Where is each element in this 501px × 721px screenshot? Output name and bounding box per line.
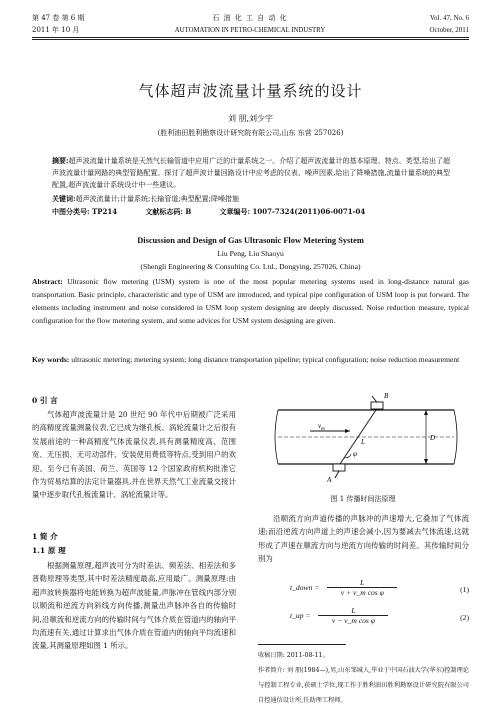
paper-title-cn: 气体超声波流量计量系统的设计 [138, 82, 363, 100]
figure-1 [258, 388, 468, 486]
pipe-right-end [454, 410, 457, 464]
eq1-denominator: v + v_m cos φ [340, 588, 384, 597]
footnote-received: 收稿日期: 2011-08-11。 [258, 652, 329, 659]
footnote-author: 作者简介: 刘 朋(1984—),男,山东邹城人,毕业于中国石油大学(华东)控制理论与控制工程专业,获硕士学位,现工作于胜利油田胜利勘察设计研究院有限公司自控通信设计所,任助理工程师。 [258, 667, 469, 704]
transducer-a [333, 464, 345, 471]
eq1-fraction [327, 578, 397, 597]
abstract-cn [52, 155, 450, 191]
eq1-numerator: L [327, 578, 397, 588]
transducer-a-line [335, 471, 339, 478]
abstract-cn-label: 摘要: [52, 156, 69, 165]
date-en: October, 2011 [429, 26, 469, 34]
classification-cn: 中图分类号: TP214 [52, 207, 118, 216]
figure-1-caption: 图 1 传播时间法原理 [330, 495, 396, 503]
section-1-heading: 1 简 介 [32, 532, 58, 541]
right-column-paragraph: 沿顺流方向声道传播的声脉冲的声速增大,它叠加了气体流速;而沿逆流方向声道上的声速会减小,因为要减去气体流速,这就形成了声速在顺流方向与逆流方向传输的时间差。其传输时间分别为 [258, 514, 469, 564]
header-rule-2 [32, 39, 469, 40]
journal-name [150, 14, 350, 35]
classification-row [52, 206, 472, 218]
header-rule [32, 37, 469, 38]
keywords-cn-label: 关键词: [52, 194, 76, 203]
journal-issue [32, 14, 85, 35]
journal-volume-en [429, 14, 469, 35]
keywords-en [32, 353, 469, 366]
keywords-en-label: Key words: [32, 355, 70, 364]
journal-name-cn: 石 油 化 工 自 动 化 [212, 14, 288, 22]
diameter-arrow-top [424, 410, 428, 415]
label-vm: $v_m$ [318, 422, 325, 432]
equation-1 [290, 578, 469, 604]
pipe-left-end [275, 410, 278, 464]
article-no-cn: 文章编号: 1007-7324(2011)06-0071-04 [219, 207, 366, 216]
abstract-en-label: Abstract: [32, 277, 63, 286]
label-vm-sub: m [321, 427, 325, 432]
eq1-number: (1) [460, 585, 469, 594]
abstract-cn-text: 超声波流量计量系统是天然气长输管道中应用广泛的计量系统之一。介绍了超声波流量计的基本原理、特点、类型,给出了超声波流量计量网路的典型管路配置。探讨了超声波计量回路设计中应考虑的仪表、噪声因素,给出了降噪措施,流量计量系统的典型配置,超声波流量计系统设计中一些建议。 [52, 157, 450, 189]
equation-2 [290, 606, 469, 632]
issue-date: 2011 年 10 月 [32, 26, 80, 34]
label-l: L [361, 438, 365, 446]
doc-code-cn: 文献标志码: B [145, 207, 192, 216]
volume-issue: 第 47 卷 第 6 期 [32, 14, 85, 22]
label-b: B [384, 392, 389, 400]
section-0-heading: 0 引 言 [32, 396, 58, 405]
footnote-rule [258, 644, 346, 645]
section-1-1-heading: 1.1 原 理 [32, 546, 66, 555]
eq2-lhs: t_up = [290, 611, 311, 620]
label-d: D [430, 434, 436, 442]
authors-en: Liu Peng, Liu Shaoyu [217, 249, 284, 258]
eq2-denominator: v − v_m cos φ [331, 616, 375, 625]
keywords-cn-text: 超声波流量计;计量系统;长输管道;典型配置;降噪措施 [75, 195, 240, 203]
abstract-en [32, 275, 469, 327]
eq2-number: (2) [460, 613, 469, 622]
label-phi: φ [353, 450, 357, 458]
abstract-en-text: Ultrasonic flow metering (USM) system is one of the most popular metering systems used in long-distance natural gas transportation. Basic principle, characteristic and type of USM are introduced, and typical pipe configuration of USM loop is put forward. The elements including instrument and noise considered in USM loop system designing are deeply discussed. Noise reduction measure, typical configuration for the flow metering system, and some advices for USM system designing are given. [32, 277, 469, 325]
journal-name-en: AUTOMATION IN PETRO-CHEMICAL INDUSTRY [174, 27, 326, 34]
figure-1-diagram [258, 388, 468, 486]
authors-cn: 刘 朋,刘少宇 [227, 114, 274, 123]
affiliation-cn: (胜利油田胜利勘察设计研究院有限公司,山东 东营 257026) [157, 129, 344, 137]
eq2-numerator: L [318, 606, 388, 616]
eq2-fraction [318, 606, 388, 625]
transducer-b [371, 402, 383, 409]
volume-en: Vol. 47, No. 6 [429, 14, 469, 22]
affiliation-en: (Shengli Engineering & Consulting Co. Ltd., Dongying, 257026, China) [140, 262, 361, 271]
section-0-body: 气体超声波流量计是 20 世纪 90 年代中后期被广泛采用的高精度流量测量仪表,它已成为继孔板、涡轮流量计之后很有发展前途的一种高精度气体流量仪表,具有测量精度高、范围宽、无压损、无可动部件、安装使用费低等特点,受到用户的欢迎。至今已有美国、荷兰、英国等 12 个国家政府机构批准它作为贸易结算的法定计量器具,并在世界天然气工业流量交接计量中逐步取代孔板流量计、涡轮流量计等。 [32, 410, 236, 500]
keywords-en-text: ultrasonic metering; metering system; long distance transportation pipeline; typical configuration; noise reduction measurement [71, 355, 460, 364]
flow-arrow-head [345, 429, 350, 433]
section-1-1-body: 根据测量原理,超声波可分为时差法、频差法、相差法和多普勒原理等类型,其中时差法精度最高,应用最广。测量原理:由超声波转换器将电能转换为超声波能量,声脉冲在管线内部分别以顺流和逆流方向斜线方向传播,测量出声脉冲各自的传输时间,沿顺流和逆流方向的传输时间与气体介质在管道内的轴向平均流速有关,通过计算求出气体介质在管道内的轴向平均流速和流量,其测量原理如图 1 所示。 [32, 561, 236, 651]
diameter-arrow-bottom [424, 459, 428, 464]
eq1-lhs: t_down = [290, 583, 320, 592]
label-a: A [327, 476, 332, 484]
paper-title-en: Discussion and Design of Gas Ultrasonic Flow Metering System [137, 236, 364, 245]
keywords-cn [52, 193, 450, 205]
